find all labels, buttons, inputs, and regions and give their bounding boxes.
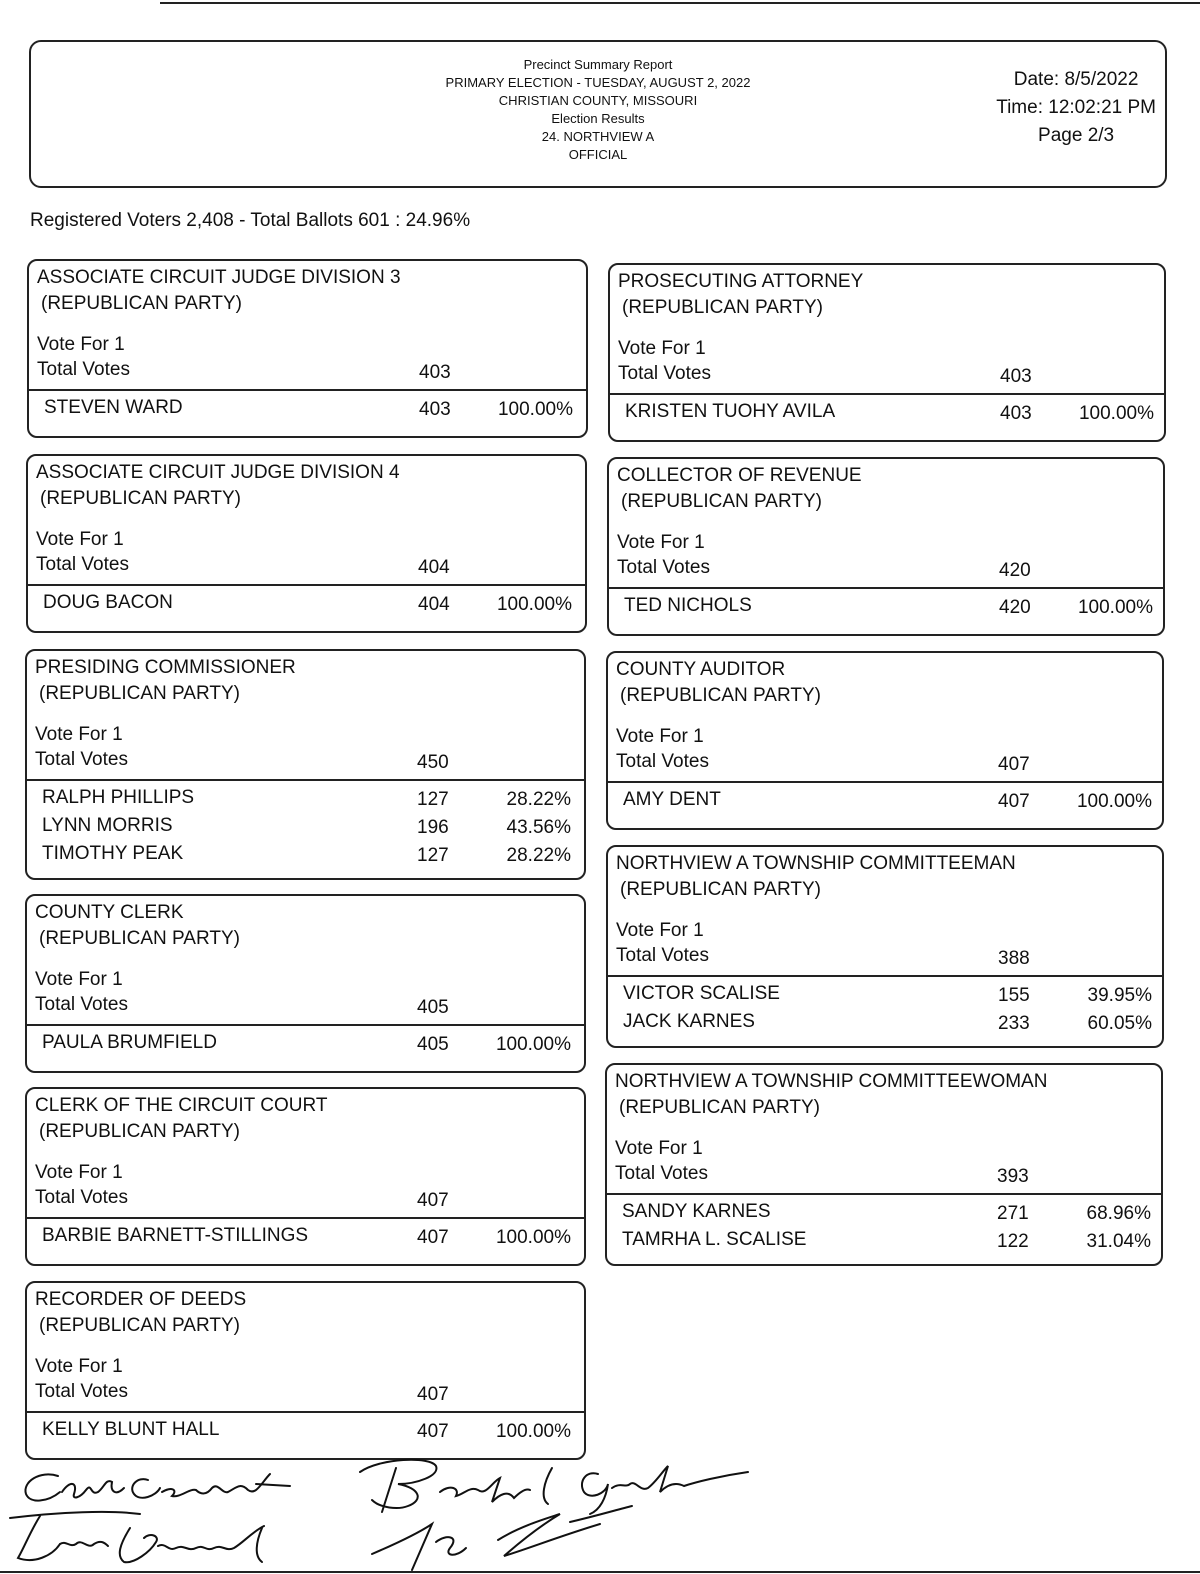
race-title: PRESIDING COMMISSIONER	[35, 657, 296, 678]
candidate-percent: 28.22%	[506, 789, 571, 810]
total-votes-label: Total Votes	[616, 945, 709, 966]
race-associate-circuit-judge-division-4	[26, 454, 587, 633]
candidate-row	[610, 401, 1164, 429]
race-divider	[608, 781, 1162, 783]
race-divider	[27, 779, 584, 781]
candidate-name: KRISTEN TUOHY AVILA	[625, 401, 836, 422]
candidate-row	[607, 1229, 1161, 1257]
candidate-percent: 100.00%	[497, 399, 573, 420]
candidate-votes: 407	[998, 791, 1030, 812]
race-associate-circuit-judge-division-3	[27, 259, 588, 438]
race-party: (REPUBLICAN PARTY)	[620, 879, 821, 900]
race-divider	[27, 1217, 584, 1219]
race-prosecuting-attorney	[608, 263, 1166, 442]
race-party: (REPUBLICAN PARTY)	[620, 685, 821, 706]
vote-for-label: Vote For 1	[618, 338, 706, 359]
county-name: CHRISTIAN COUNTY, MISSOURI	[498, 93, 698, 108]
candidate-percent: 100.00%	[496, 594, 572, 615]
total-votes-label: Total Votes	[37, 359, 130, 380]
candidate-name: PAULA BRUMFIELD	[42, 1032, 217, 1053]
candidate-row	[27, 787, 584, 815]
total-votes-label: Total Votes	[616, 751, 709, 772]
candidate-name: LYNN MORRIS	[42, 815, 173, 836]
candidate-votes: 127	[417, 789, 449, 810]
candidate-row	[28, 592, 585, 620]
race-title: PROSECUTING ATTORNEY	[618, 271, 864, 292]
total-votes-label: Total Votes	[35, 1187, 128, 1208]
total-votes-label: Total Votes	[618, 363, 711, 384]
candidate-votes: 155	[998, 985, 1030, 1006]
vote-for-label: Vote For 1	[35, 724, 123, 745]
candidate-row	[27, 1032, 584, 1060]
total-votes-label: Total Votes	[617, 557, 710, 578]
election-name: PRIMARY ELECTION - TUESDAY, AUGUST 2, 2022	[445, 75, 751, 90]
vote-for-label: Vote For 1	[617, 532, 705, 553]
race-party: (REPUBLICAN PARTY)	[39, 1121, 240, 1142]
candidate-votes: 127	[417, 845, 449, 866]
candidate-votes: 271	[997, 1203, 1029, 1224]
candidate-row	[29, 397, 586, 425]
total-votes-value: 405	[417, 997, 449, 1018]
race-recorder-of-deeds	[25, 1281, 586, 1460]
candidate-row	[609, 595, 1163, 623]
vote-for-label: Vote For 1	[616, 920, 704, 941]
top-rule	[160, 2, 1200, 4]
candidate-row	[27, 1225, 584, 1253]
candidate-percent: 28.22%	[506, 845, 571, 866]
vote-for-label: Vote For 1	[35, 969, 123, 990]
candidate-votes: 122	[997, 1231, 1029, 1252]
candidate-name: JACK KARNES	[623, 1011, 755, 1032]
race-divider	[27, 1024, 584, 1026]
candidate-votes: 407	[417, 1227, 449, 1248]
race-party: (REPUBLICAN PARTY)	[619, 1097, 820, 1118]
race-title: CLERK OF THE CIRCUIT COURT	[35, 1095, 328, 1116]
race-divider	[27, 1411, 584, 1413]
total-votes-value: 420	[999, 560, 1031, 581]
candidate-row	[608, 789, 1162, 817]
race-divider	[608, 975, 1162, 977]
total-votes-label: Total Votes	[615, 1163, 708, 1184]
signature-carla-eskridge	[25, 1474, 290, 1501]
race-divider	[610, 393, 1164, 395]
candidate-votes: 196	[417, 817, 449, 838]
total-votes-value: 404	[418, 557, 450, 578]
precinct-name: 24. NORTHVIEW A	[541, 129, 655, 144]
race-title: NORTHVIEW A TOWNSHIP COMMITTEEMAN	[616, 853, 1016, 874]
race-divider	[29, 389, 586, 391]
candidate-name: STEVEN WARD	[44, 397, 183, 418]
candidate-percent: 100.00%	[1077, 597, 1153, 618]
report-title: Precinct Summary Report	[523, 57, 673, 72]
race-party: (REPUBLICAN PARTY)	[622, 297, 823, 318]
race-title: ASSOCIATE CIRCUIT JUDGE DIVISION 3	[37, 267, 401, 288]
signature-lisa-russell	[10, 1512, 264, 1562]
race-divider	[607, 1193, 1161, 1195]
total-votes-value: 407	[998, 754, 1030, 775]
candidate-votes: 233	[998, 1013, 1030, 1034]
total-votes-value: 393	[997, 1166, 1029, 1187]
total-votes-value: 403	[419, 362, 451, 383]
candidate-votes: 420	[999, 597, 1031, 618]
candidate-name: DOUG BACON	[43, 592, 173, 613]
race-county-clerk	[25, 894, 586, 1073]
total-votes-value: 388	[998, 948, 1030, 969]
candidate-row	[27, 843, 584, 871]
total-votes-value: 407	[417, 1384, 449, 1405]
race-presiding-commissioner	[25, 649, 586, 880]
candidate-percent: 39.95%	[1087, 985, 1152, 1006]
candidate-percent: 43.56%	[506, 817, 571, 838]
candidate-name: BARBIE BARNETT-STILLINGS	[42, 1225, 309, 1246]
vote-for-label: Vote For 1	[615, 1138, 703, 1159]
candidate-name: KELLY BLUNT HALL	[42, 1419, 220, 1440]
report-status: OFFICIAL	[568, 147, 628, 162]
race-title: COUNTY AUDITOR	[616, 659, 786, 680]
race-title: RECORDER OF DEEDS	[35, 1289, 247, 1310]
candidate-percent: 100.00%	[495, 1421, 571, 1442]
race-county-auditor	[606, 651, 1164, 830]
total-votes-label: Total Votes	[36, 554, 129, 575]
results-label: Election Results	[551, 111, 645, 126]
signature-initials	[372, 1506, 632, 1570]
race-northview-a-township-committeeman	[606, 845, 1164, 1048]
candidate-name: SANDY KARNES	[622, 1201, 771, 1222]
candidate-votes: 403	[1000, 403, 1032, 424]
bottom-rule	[0, 1571, 1200, 1573]
race-title: ASSOCIATE CIRCUIT JUDGE DIVISION 4	[36, 462, 400, 483]
candidate-row	[27, 1419, 584, 1447]
vote-for-label: Vote For 1	[37, 334, 125, 355]
candidate-votes: 403	[419, 399, 451, 420]
race-title: COLLECTOR OF REVENUE	[617, 465, 862, 486]
candidate-votes: 405	[417, 1034, 449, 1055]
candidate-row	[608, 1011, 1162, 1039]
race-divider	[28, 584, 585, 586]
total-votes-value: 403	[1000, 366, 1032, 387]
total-votes-label: Total Votes	[35, 994, 128, 1015]
candidate-row	[608, 983, 1162, 1011]
page-number: Page 2/3	[1038, 125, 1115, 146]
registered-voters-line: Registered Voters 2,408 - Total Ballots 601 : 24.96%	[30, 210, 471, 231]
race-title: COUNTY CLERK	[35, 902, 184, 923]
report-header	[29, 40, 1167, 188]
total-votes-value: 407	[417, 1190, 449, 1211]
candidate-votes: 407	[417, 1421, 449, 1442]
race-party: (REPUBLICAN PARTY)	[39, 683, 240, 704]
header-meta	[996, 66, 1156, 150]
vote-for-label: Vote For 1	[35, 1356, 123, 1377]
candidate-percent: 31.04%	[1086, 1231, 1151, 1252]
report-time: Time: 12:02:21 PM	[996, 97, 1156, 118]
header-center	[31, 56, 1165, 164]
race-clerk-of-the-circuit-court	[25, 1087, 586, 1266]
candidate-percent: 100.00%	[1076, 791, 1152, 812]
candidate-percent: 100.00%	[495, 1227, 571, 1248]
race-party: (REPUBLICAN PARTY)	[40, 488, 241, 509]
race-collector-of-revenue	[607, 457, 1165, 636]
candidate-percent: 68.96%	[1086, 1203, 1151, 1224]
candidate-name: AMY DENT	[623, 789, 721, 810]
candidate-votes: 404	[418, 594, 450, 615]
race-northview-a-township-committeewoman	[605, 1063, 1163, 1266]
candidate-name: VICTOR SCALISE	[623, 983, 780, 1004]
signatures	[0, 1452, 800, 1574]
candidate-name: RALPH PHILLIPS	[42, 787, 195, 808]
race-divider	[609, 587, 1163, 589]
race-title: NORTHVIEW A TOWNSHIP COMMITTEEWOMAN	[615, 1071, 1048, 1092]
total-votes-label: Total Votes	[35, 1381, 128, 1402]
candidate-percent: 100.00%	[1078, 403, 1154, 424]
candidate-name: TED NICHOLS	[624, 595, 752, 616]
candidate-name: TIMOTHY PEAK	[42, 843, 184, 864]
report-date: Date: 8/5/2022	[1013, 69, 1139, 90]
race-party: (REPUBLICAN PARTY)	[39, 1315, 240, 1336]
race-party: (REPUBLICAN PARTY)	[621, 491, 822, 512]
race-party: (REPUBLICAN PARTY)	[39, 928, 240, 949]
total-votes-label: Total Votes	[35, 749, 128, 770]
candidate-name: TAMRHA L. SCALISE	[622, 1229, 807, 1250]
vote-for-label: Vote For 1	[35, 1162, 123, 1183]
candidate-percent: 100.00%	[495, 1034, 571, 1055]
candidate-percent: 60.05%	[1087, 1013, 1152, 1034]
vote-for-label: Vote For 1	[616, 726, 704, 747]
candidate-row	[27, 815, 584, 843]
vote-for-label: Vote For 1	[36, 529, 124, 550]
total-votes-value: 450	[417, 752, 449, 773]
race-party: (REPUBLICAN PARTY)	[41, 293, 242, 314]
candidate-row	[607, 1201, 1161, 1229]
signature-robert-graham	[360, 1460, 748, 1514]
